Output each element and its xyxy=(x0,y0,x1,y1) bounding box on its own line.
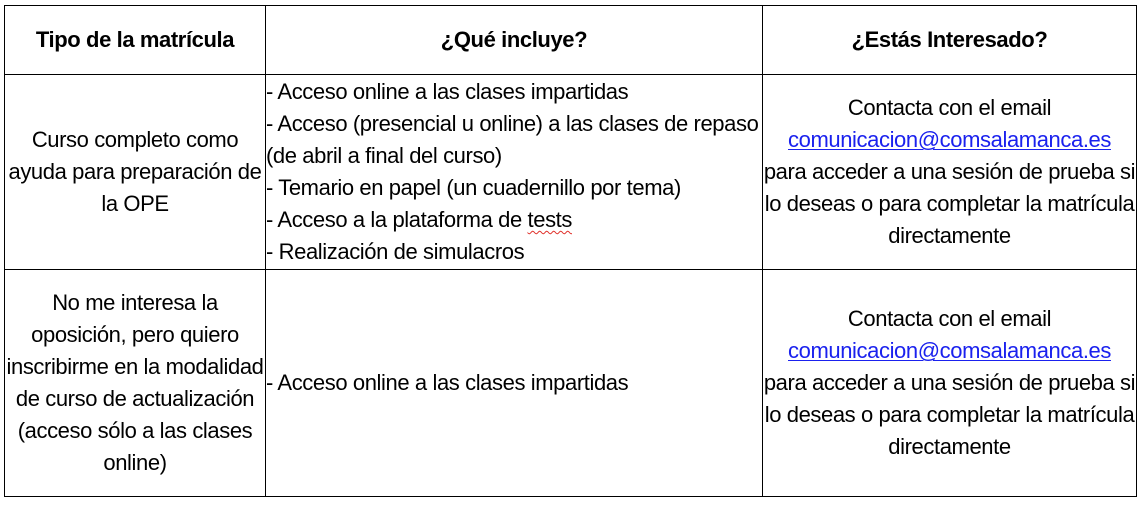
contact-intro: Contacta con el email xyxy=(847,95,1052,120)
include-item-tests xyxy=(266,204,762,236)
email-link[interactable]: comunicacion@comsalamanca.es xyxy=(788,127,1111,152)
email-link[interactable]: comunicacion@comsalamanca.es xyxy=(788,338,1111,363)
contact-rest: para acceder a una sesión de prueba si lo deseas o para completar la matrícula directamente xyxy=(763,370,1136,459)
includes-cell xyxy=(266,75,763,270)
spellcheck-word: tests xyxy=(527,207,572,232)
contact-cell xyxy=(763,270,1137,497)
contact-cell xyxy=(763,75,1137,270)
header-includes: ¿Qué incluye? xyxy=(266,6,763,75)
enrollment-type-cell xyxy=(5,270,266,497)
include-item: - Acceso online a las clases impartidas xyxy=(266,79,629,104)
include-item: - Temario en papel (un cuadernillo por tema) xyxy=(266,175,681,200)
include-item: - Realización de simulacros xyxy=(266,239,525,264)
includes-cell xyxy=(266,270,763,497)
include-item-text: - Acceso a la plataforma de xyxy=(266,207,528,232)
header-interested: ¿Estás Interesado? xyxy=(763,6,1137,75)
table-row-full-course xyxy=(5,75,1137,270)
header-enrollment-type: Tipo de la matrícula xyxy=(5,6,266,75)
enrollment-type-text: No me interesa la oposición, pero quiero inscribirme en la modalidad de curso de actualización (acceso sólo a las clases online) xyxy=(6,290,264,475)
enrollment-type-cell xyxy=(5,75,266,270)
include-item: - Acceso online a las clases impartidas xyxy=(266,370,629,395)
header-row xyxy=(5,6,1137,75)
include-item: - Acceso (presencial u online) a las clases de repaso (de abril a final del curso) xyxy=(266,111,759,168)
contact-rest: para acceder a una sesión de prueba si lo deseas o para completar la matrícula directamente xyxy=(763,159,1136,248)
enrollment-table xyxy=(4,5,1137,497)
enrollment-type-text: Curso completo como ayuda para preparación de la OPE xyxy=(8,127,262,216)
table-row-update-course xyxy=(5,270,1137,497)
contact-intro: Contacta con el email xyxy=(847,306,1052,331)
